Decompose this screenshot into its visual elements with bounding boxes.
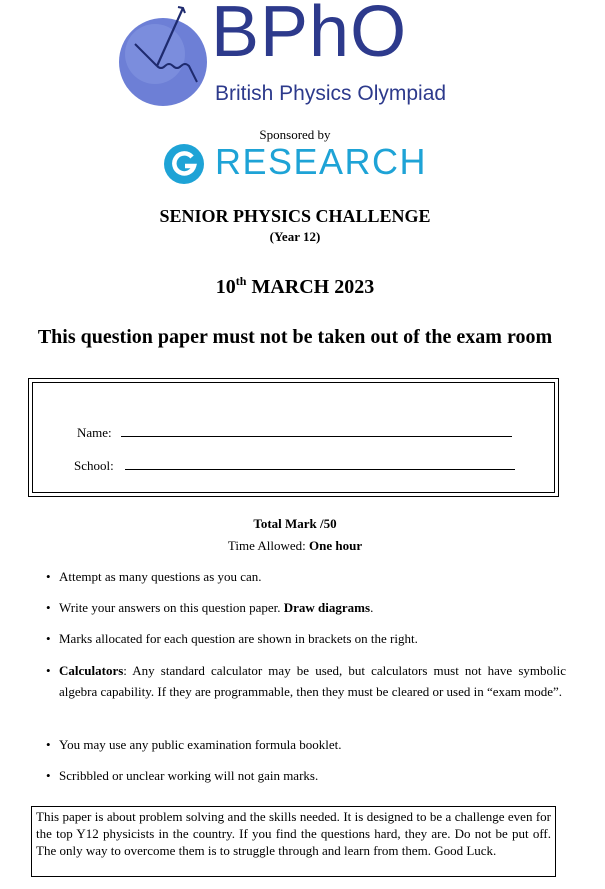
exam-date [0, 274, 590, 299]
exam-room-warning: This question paper must not be taken out of the exam room [37, 326, 553, 348]
bullet-icon: • [46, 631, 51, 646]
challenge-note-box [31, 806, 556, 877]
instruction-item: • Marks allocated for each question are shown in brackets on the right. [46, 628, 566, 649]
time-allowed-label: Time Allowed: [227, 538, 310, 553]
instruction-item: • Attempt as many questions as you can. [46, 566, 566, 587]
date-day: 10 [215, 276, 236, 298]
name-field[interactable] [121, 436, 512, 437]
g-research-g-icon [163, 142, 207, 186]
candidate-details-box [28, 378, 559, 497]
instruction-item: • You may use any public examination formula booklet. [46, 734, 566, 755]
g-research-logo [163, 142, 433, 186]
bullet-icon: • [46, 600, 51, 615]
g-research-wordmark: RESEARCH [215, 141, 428, 182]
time-allowed [0, 538, 590, 554]
bullet-icon: • [46, 737, 51, 752]
bpho-logo [115, 0, 495, 114]
globe-icon [115, 4, 215, 114]
total-mark: Total Mark /50 [253, 516, 337, 531]
bullet-icon: • [46, 768, 51, 783]
bpho-wordmark: BPhO [211, 0, 408, 72]
time-allowed-value: One hour [309, 538, 363, 553]
school-field[interactable] [125, 469, 515, 470]
date-suffix: th [235, 274, 247, 288]
paper-title: SENIOR PHYSICS CHALLENGE [159, 206, 431, 226]
instruction-item: • Write your answers on this question paper. Draw diagrams. [46, 597, 566, 618]
instruction-item: • Scribbled or unclear working will not gain marks. [46, 765, 566, 786]
year-label: (Year 12) [269, 229, 321, 244]
school-label: School: [74, 458, 114, 473]
challenge-note-text: This paper is about problem solving and the skills needed. It is designed to be a challenge even for the top Y12 physicists in the country. If you find the questions hard, they are. Do not be put off. The only way to overcome them is to struggle through and learn from them. Good Luck. [36, 809, 551, 858]
bullet-icon: • [46, 569, 51, 584]
date-rest: MARCH 2023 [246, 276, 375, 298]
bullet-icon: • [46, 663, 51, 678]
bpho-subtitle: British Physics Olympiad [215, 82, 447, 105]
instruction-item: • Calculators: Any standard calculator may be used, but calculators must not have symbolic algebra capability. If they are programmable, then they must be cleared or used in “exam mode”. [46, 660, 566, 702]
sponsored-by-label: Sponsored by [259, 127, 331, 142]
name-label: Name: [77, 425, 112, 440]
